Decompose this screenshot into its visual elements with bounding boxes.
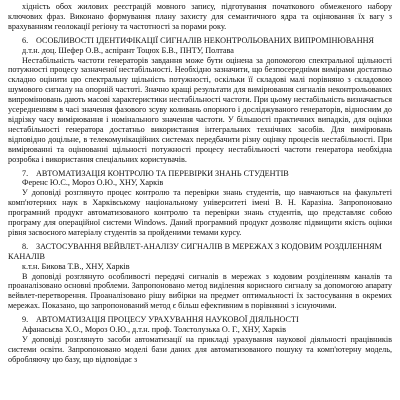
section-authors: Ференс Ю.С., Мороз О.Ю., ХНУ, Харків: [22, 178, 164, 188]
section-number: 6.: [22, 35, 29, 45]
section-9: [8, 315, 392, 365]
section-authors: к.т.н. Бикова Т.В., ХНУ, Харків: [22, 261, 130, 271]
section-authors: Афанасьєва Х.О., Мороз О.Ю., д.т.н. проф. Толстолузька О. Г., ХНУ, Харків: [22, 325, 287, 335]
section-paragraph: Нестабільність частоти генераторів завдання може бути оцінена за допомогою спектральної щільності потужності процесу зазначеної нестабільності. Необхідно зазначити, що безпосередніми вимірами достатньо складно оцінити цю спектральну щільність потужності, оскільки її складові малі порівняно з складовою шумового сигналу на опорній частоті. Значно кращі результати для вимірювання сигналів неконтрольованих випромінювань дають масові характеристики нестабільності частоти. При цьому нестабільність визначається усередненням в часі значення фазового зсуву коливань опорного і досліджуваного генераторів, відносним до відрізку часу вимірювання і номінального значення частоти. У більшості практичних випадків, для оцінки нестабільності генератора достатньо використання інтегральних технічних засобів. Для вимірювань відповідно доцільне, в телекомунікаційних системах передбачити різну оцінку процесів нестабільності. При вимірюванні та оцінюванні щільності потужності процесу нестабільності частоти генератора необхідна розробка і використання спеціальних користувачів.: [8, 55, 392, 164]
section-6: [8, 36, 392, 165]
intro-paragraph: хідність обох жилових реєстрацій мовного запису, підготування початкового обмеженого набору ключових фраз. Виконано формування плану захисту для семантичного ядра та оцінювання їх вагу з врахуванням геолокації регіону та частотності за порами року.: [8, 2, 392, 31]
section-8: [8, 242, 392, 311]
section-number: 9.: [22, 315, 29, 325]
section-title: [8, 242, 392, 262]
section-number: 7.: [22, 168, 29, 178]
section-paragraph: У доповіді розглянуто процес контролю та перевірки знань студентів, що навчаються на факультеті комп'ютерних наук в Харківському національному університеті імені В. Н. Каразіна. Запропоновано програмний продукт автоматизованого контролю та перевірки знань студентів, що представляє собою програму для операційної системи Windows. Даний програмний продукт дозволяє підвищити якість оцінки рівня засвоєного матеріалу студентів за пройденими темами курсу.: [8, 188, 392, 237]
section-number: 8.: [22, 241, 29, 251]
section-paragraph: В доповіді розглянуто особливості передачі сигналів в мережах з кодовим розділенням каналів та проаналізовано основні проблеми. Запропоновано метод виділення корисного сигналу за допомогою апарату вейвлет-перетворення. Проаналізовано рішу вибірки на предмет оптимальності їх застосування в окремих мережах. Показано, що запропонований метод є більш ефективним в порівнянні з існуючими.: [8, 271, 392, 311]
section-paragraph: У доповіді розглянуто засоби автоматизації на прикладі урахування наукової діяльності працівників системи освіти. Запропоновано моделі бази даних для автоматизованого пошуку та комп'ютерну модель, обробляючу цю базу, що відповідає з: [8, 335, 392, 364]
section-title: [8, 315, 392, 325]
section-title-text: АВТОМАТИЗАЦІЯ КОНТРОЛЮ ТА ПЕРЕВІРКИ ЗНАНЬ СТУДЕНТІВ: [36, 168, 289, 178]
section-title-text: ЗАСТОСУВАННЯ ВЕЙВЛЕТ-АНАЛІЗУ СИГНАЛІВ В МЕРЕЖАХ З КОДОВИМ РОЗДІЛЕННЯМ КАНАЛІВ: [8, 241, 382, 261]
section-title: [8, 36, 392, 46]
section-title-text: ОСОБЛИВОСТІ ІДЕНТИФІКАЦІЇ СИГНАЛІВ НЕКОНТРОЛЬОВАНИХ ВИПРОМІНЮВАННЯ: [36, 35, 374, 45]
section-title: [8, 169, 392, 179]
section-7: [8, 169, 392, 238]
section-authors: д.т.н. доц. Шефер О.В., аспірант Тоцюх Б.В., ПНТУ, Полтава: [22, 45, 234, 55]
section-title-text: АВТОМАТИЗАЦІЯ ПРОЦЕСУ УРАХУВАННЯ НАУКОВОЇ ДІЯЛЬНОСТІ: [36, 315, 299, 325]
